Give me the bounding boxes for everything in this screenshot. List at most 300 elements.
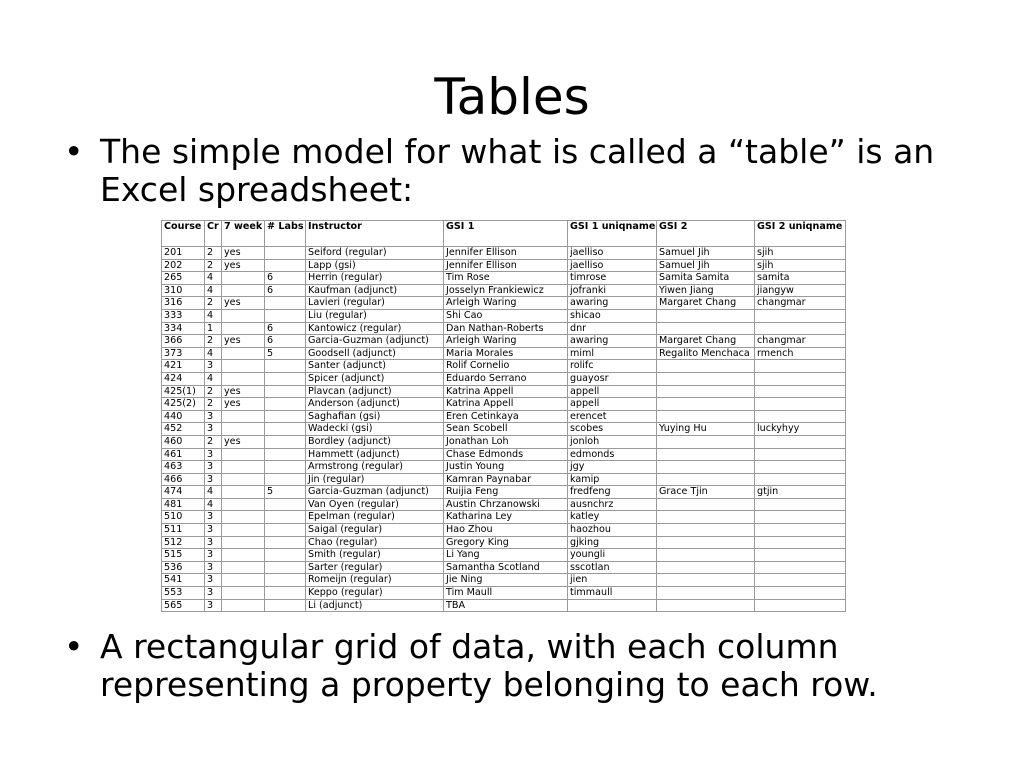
table-cell: Romeijn (regular) [306, 574, 444, 587]
table-cell: awaring [568, 297, 657, 310]
table-cell: Kantowicz (regular) [306, 322, 444, 335]
table-cell: Samita Samita [657, 272, 755, 285]
table-cell: Jie Ning [444, 574, 568, 587]
table-row [162, 410, 846, 423]
table-row [162, 524, 846, 537]
table-cell: Dan Nathan-Roberts [444, 322, 568, 335]
table-cell: Armstrong (regular) [306, 461, 444, 474]
table-cell: Maria Morales [444, 347, 568, 360]
table-cell: changmar [755, 297, 846, 310]
table-cell: Austin Chrzanowski [444, 498, 568, 511]
table-cell [657, 360, 755, 373]
table-cell: sscotlan [568, 561, 657, 574]
table-cell: timmaull [568, 587, 657, 600]
table-cell: 2 [205, 259, 222, 272]
table-cell: Tim Rose [444, 272, 568, 285]
table-cell: Epelman (regular) [306, 511, 444, 524]
table-cell [222, 461, 265, 474]
table-cell [222, 272, 265, 285]
table-cell: 425(2) [162, 398, 205, 411]
table-cell: Margaret Chang [657, 335, 755, 348]
table-cell [657, 498, 755, 511]
table-row [162, 372, 846, 385]
table-cell: jaelliso [568, 247, 657, 260]
table-cell [222, 561, 265, 574]
table-cell: 5 [265, 347, 306, 360]
table-cell: jgy [568, 461, 657, 474]
table-cell [222, 524, 265, 537]
table-cell: Arleigh Waring [444, 335, 568, 348]
table-cell: Li (adjunct) [306, 599, 444, 612]
table-cell [222, 448, 265, 461]
table-cell [657, 536, 755, 549]
table-cell: 2 [205, 247, 222, 260]
table-cell: 334 [162, 322, 205, 335]
table-cell: yes [222, 435, 265, 448]
table-cell: 440 [162, 410, 205, 423]
table-cell: 265 [162, 272, 205, 285]
table-cell: gjking [568, 536, 657, 549]
table-cell: scobes [568, 423, 657, 436]
table-cell: appell [568, 398, 657, 411]
table-cell: 310 [162, 284, 205, 297]
table-cell [755, 360, 846, 373]
table-cell: kamip [568, 473, 657, 486]
table-cell: 4 [205, 372, 222, 385]
table-cell: 541 [162, 574, 205, 587]
table-cell [657, 435, 755, 448]
table-cell: Hao Zhou [444, 524, 568, 537]
table-cell: 3 [205, 473, 222, 486]
table-cell: youngli [568, 549, 657, 562]
table-cell: 466 [162, 473, 205, 486]
table-cell: 515 [162, 549, 205, 562]
column-header: GSI 1 [444, 221, 568, 247]
table-cell [222, 322, 265, 335]
table-row [162, 309, 846, 322]
column-header: 7 week [222, 221, 265, 247]
table-cell: Rolif Cornelio [444, 360, 568, 373]
table-cell: Jonathan Loh [444, 435, 568, 448]
table-cell: Seiford (regular) [306, 247, 444, 260]
table-cell: 3 [205, 448, 222, 461]
table-cell: katley [568, 511, 657, 524]
table-cell [265, 259, 306, 272]
table-row [162, 498, 846, 511]
table-cell: 536 [162, 561, 205, 574]
table-cell [755, 524, 846, 537]
column-header: Cr [205, 221, 222, 247]
table-cell: Justin Young [444, 461, 568, 474]
table-cell [657, 473, 755, 486]
table-cell: 4 [205, 272, 222, 285]
table-cell [265, 448, 306, 461]
table-cell: samita [755, 272, 846, 285]
table-cell [265, 372, 306, 385]
table-cell: guayosr [568, 372, 657, 385]
table-cell [755, 322, 846, 335]
table-cell [265, 574, 306, 587]
table-cell [657, 309, 755, 322]
table-row [162, 473, 846, 486]
table-row [162, 284, 846, 297]
table-cell [222, 599, 265, 612]
table-cell [657, 524, 755, 537]
table-cell: 2 [205, 297, 222, 310]
table-cell: TBA [444, 599, 568, 612]
table-cell: Chase Edmonds [444, 448, 568, 461]
table-cell: appell [568, 385, 657, 398]
table-cell: rolifc [568, 360, 657, 373]
table-cell [657, 448, 755, 461]
table-cell: 2 [205, 335, 222, 348]
table-cell [657, 599, 755, 612]
table-cell [755, 435, 846, 448]
table-cell: Liu (regular) [306, 309, 444, 322]
table-cell: 553 [162, 587, 205, 600]
table-row [162, 335, 846, 348]
table-cell: Samuel Jih [657, 259, 755, 272]
table-cell [222, 473, 265, 486]
table-cell [657, 574, 755, 587]
table-cell [265, 498, 306, 511]
table-cell: 3 [205, 360, 222, 373]
table-cell: 4 [205, 498, 222, 511]
table-cell [755, 574, 846, 587]
table-cell [265, 423, 306, 436]
table-cell: Smith (regular) [306, 549, 444, 562]
table-cell [755, 309, 846, 322]
table-row [162, 549, 846, 562]
table-cell: Saigal (regular) [306, 524, 444, 537]
table-cell: Chao (regular) [306, 536, 444, 549]
table-cell: 1 [205, 322, 222, 335]
table-cell: 6 [265, 272, 306, 285]
table-cell: jaelliso [568, 259, 657, 272]
table-row [162, 259, 846, 272]
table-cell: Ruijia Feng [444, 486, 568, 499]
table-cell: rmench [755, 347, 846, 360]
table-cell [657, 461, 755, 474]
table-cell: Garcia-Guzman (adjunct) [306, 486, 444, 499]
table-cell: Goodsell (adjunct) [306, 347, 444, 360]
table-row [162, 385, 846, 398]
table-cell [265, 473, 306, 486]
table-cell [265, 398, 306, 411]
table-cell: 425(1) [162, 385, 205, 398]
table-cell: Katharina Ley [444, 511, 568, 524]
table-row [162, 398, 846, 411]
table-cell: Katrina Appell [444, 398, 568, 411]
table-row [162, 297, 846, 310]
table-cell [265, 587, 306, 600]
table-cell [222, 536, 265, 549]
table-cell [755, 498, 846, 511]
table-cell: Sean Scobell [444, 423, 568, 436]
column-header: # Labs [265, 221, 306, 247]
table-cell [755, 587, 846, 600]
table-cell: jien [568, 574, 657, 587]
table-cell [657, 398, 755, 411]
table-cell [755, 448, 846, 461]
table-cell: Jennifer Ellison [444, 247, 568, 260]
table-cell: yes [222, 259, 265, 272]
table-cell: Gregory King [444, 536, 568, 549]
table-row [162, 461, 846, 474]
table-cell: changmar [755, 335, 846, 348]
table-cell: 3 [205, 574, 222, 587]
table-cell: 3 [205, 511, 222, 524]
table-cell: 481 [162, 498, 205, 511]
table-cell: 4 [205, 284, 222, 297]
table-row [162, 511, 846, 524]
table-row [162, 322, 846, 335]
table-cell: 3 [205, 561, 222, 574]
table-cell [755, 561, 846, 574]
table-cell [265, 309, 306, 322]
table-cell: 6 [265, 335, 306, 348]
table-cell [657, 549, 755, 562]
table-cell: 3 [205, 549, 222, 562]
table-cell: 424 [162, 372, 205, 385]
column-header: GSI 2 uniqname [755, 221, 846, 247]
table-row [162, 574, 846, 587]
table-cell [755, 398, 846, 411]
table-cell [222, 511, 265, 524]
table-cell [755, 549, 846, 562]
table-cell: 6 [265, 322, 306, 335]
table-cell [222, 284, 265, 297]
table-cell: yes [222, 297, 265, 310]
table-row [162, 448, 846, 461]
table-cell: erencet [568, 410, 657, 423]
table-cell [657, 385, 755, 398]
table-cell: Spicer (adjunct) [306, 372, 444, 385]
table-cell [222, 360, 265, 373]
table-cell: Katrina Appell [444, 385, 568, 398]
table-cell: 3 [205, 587, 222, 600]
table-cell: 316 [162, 297, 205, 310]
table-cell [657, 511, 755, 524]
table-cell: yes [222, 398, 265, 411]
table-cell [755, 511, 846, 524]
header-row [162, 221, 846, 247]
table-cell: Jennifer Ellison [444, 259, 568, 272]
bullet-dot-icon: • [64, 627, 84, 666]
table-cell [222, 574, 265, 587]
table-cell [265, 536, 306, 549]
table-cell: 3 [205, 461, 222, 474]
table-cell: Wadecki (gsi) [306, 423, 444, 436]
table-cell: Grace Tjin [657, 486, 755, 499]
table-cell [265, 511, 306, 524]
table-cell: Eduardo Serrano [444, 372, 568, 385]
table-cell [755, 410, 846, 423]
bullet-text-line: A rectangular grid of data, with each column [100, 627, 839, 666]
table-cell: Keppo (regular) [306, 587, 444, 600]
table-cell: 3 [205, 410, 222, 423]
table-cell: dnr [568, 322, 657, 335]
table-cell [265, 297, 306, 310]
table-cell [265, 549, 306, 562]
table-cell [222, 549, 265, 562]
spreadsheet-table [161, 220, 846, 612]
table-cell [222, 410, 265, 423]
table-cell: 511 [162, 524, 205, 537]
table-cell: Santer (adjunct) [306, 360, 444, 373]
table-row [162, 247, 846, 260]
table-cell: jofranki [568, 284, 657, 297]
table-cell [222, 498, 265, 511]
table-cell: shicao [568, 309, 657, 322]
table-cell: Margaret Chang [657, 297, 755, 310]
table-cell: Saghafian (gsi) [306, 410, 444, 423]
table-cell: 4 [205, 486, 222, 499]
table-cell: Shi Cao [444, 309, 568, 322]
table-cell: edmonds [568, 448, 657, 461]
bullet-text-line: representing a property belonging to each row. [100, 665, 878, 704]
table-row [162, 347, 846, 360]
column-header: GSI 2 [657, 221, 755, 247]
table-cell [755, 473, 846, 486]
table-cell [657, 587, 755, 600]
table-cell [265, 599, 306, 612]
table-cell [222, 309, 265, 322]
table-cell: Kamran Paynabar [444, 473, 568, 486]
table-cell [657, 322, 755, 335]
table-row [162, 423, 846, 436]
table-cell: 512 [162, 536, 205, 549]
table-cell [265, 435, 306, 448]
table-cell: Josselyn Frankiewicz [444, 284, 568, 297]
table-cell [222, 347, 265, 360]
table-cell [265, 461, 306, 474]
table-cell: 201 [162, 247, 205, 260]
table-body [162, 247, 846, 612]
table-cell: Samuel Jih [657, 247, 755, 260]
table-cell: 2 [205, 398, 222, 411]
table-cell: Regalito Menchaca [657, 347, 755, 360]
table-cell [657, 410, 755, 423]
bullet-text-line: Excel spreadsheet: [100, 170, 414, 209]
column-header: Instructor [306, 221, 444, 247]
table-cell [755, 599, 846, 612]
table-cell: Eren Cetinkaya [444, 410, 568, 423]
table-cell: Yiwen Jiang [657, 284, 755, 297]
table-cell: jiangyw [755, 284, 846, 297]
table-cell: Lavieri (regular) [306, 297, 444, 310]
table-cell: Anderson (adjunct) [306, 398, 444, 411]
table-cell: 461 [162, 448, 205, 461]
table-cell: Garcia-Guzman (adjunct) [306, 335, 444, 348]
table-cell [755, 536, 846, 549]
table-cell: sjih [755, 247, 846, 260]
table-cell: 366 [162, 335, 205, 348]
table-cell: 373 [162, 347, 205, 360]
table-cell: 463 [162, 461, 205, 474]
table-cell: 2 [205, 435, 222, 448]
table-cell: 452 [162, 423, 205, 436]
table-cell [265, 561, 306, 574]
table-cell: 421 [162, 360, 205, 373]
table-row [162, 486, 846, 499]
column-header: GSI 1 uniqname [568, 221, 657, 247]
table-row [162, 561, 846, 574]
table-cell [755, 385, 846, 398]
table-cell: Van Oyen (regular) [306, 498, 444, 511]
table-cell [265, 360, 306, 373]
table-cell: Herrin (regular) [306, 272, 444, 285]
table-cell: sjih [755, 259, 846, 272]
table-cell: 2 [205, 385, 222, 398]
table-cell: Li Yang [444, 549, 568, 562]
table-cell: timrose [568, 272, 657, 285]
table-cell: 202 [162, 259, 205, 272]
table-row [162, 536, 846, 549]
table-cell [265, 247, 306, 260]
slide-title: Tables [434, 68, 590, 126]
table-cell [222, 423, 265, 436]
table-cell: Lapp (gsi) [306, 259, 444, 272]
table-cell: jonloh [568, 435, 657, 448]
table-cell [657, 372, 755, 385]
table-cell: 3 [205, 524, 222, 537]
table-cell [755, 461, 846, 474]
table-cell: ausnchrz [568, 498, 657, 511]
table-cell [222, 587, 265, 600]
table-cell: Bordley (adjunct) [306, 435, 444, 448]
table-cell: yes [222, 385, 265, 398]
table-cell: haozhou [568, 524, 657, 537]
table-cell: Samantha Scotland [444, 561, 568, 574]
table-cell [222, 372, 265, 385]
table-cell: 5 [265, 486, 306, 499]
bullet-text-line: The simple model for what is called a “table” is an [100, 132, 935, 171]
table-row [162, 435, 846, 448]
table-cell [568, 599, 657, 612]
table-row [162, 360, 846, 373]
table-cell: 4 [205, 309, 222, 322]
table-cell: Kaufman (adjunct) [306, 284, 444, 297]
table-cell: 460 [162, 435, 205, 448]
table-cell [657, 561, 755, 574]
table-cell: 333 [162, 309, 205, 322]
table-cell: fredfeng [568, 486, 657, 499]
table-row [162, 272, 846, 285]
table-cell: 3 [205, 536, 222, 549]
table-cell: 4 [205, 347, 222, 360]
table-cell [265, 410, 306, 423]
table-cell: Arleigh Waring [444, 297, 568, 310]
table-cell: yes [222, 247, 265, 260]
table-cell: miml [568, 347, 657, 360]
table-cell [265, 524, 306, 537]
table-cell: Sarter (regular) [306, 561, 444, 574]
table-cell: Yuying Hu [657, 423, 755, 436]
table-cell: 6 [265, 284, 306, 297]
table-cell: yes [222, 335, 265, 348]
table-cell [265, 385, 306, 398]
table-cell: Tim Maull [444, 587, 568, 600]
table-cell: 565 [162, 599, 205, 612]
table-cell [222, 486, 265, 499]
table-cell: gtjin [755, 486, 846, 499]
table-row [162, 599, 846, 612]
table-cell: luckyhyy [755, 423, 846, 436]
table-cell: Plavcan (adjunct) [306, 385, 444, 398]
table-cell: awaring [568, 335, 657, 348]
table-cell: 3 [205, 599, 222, 612]
